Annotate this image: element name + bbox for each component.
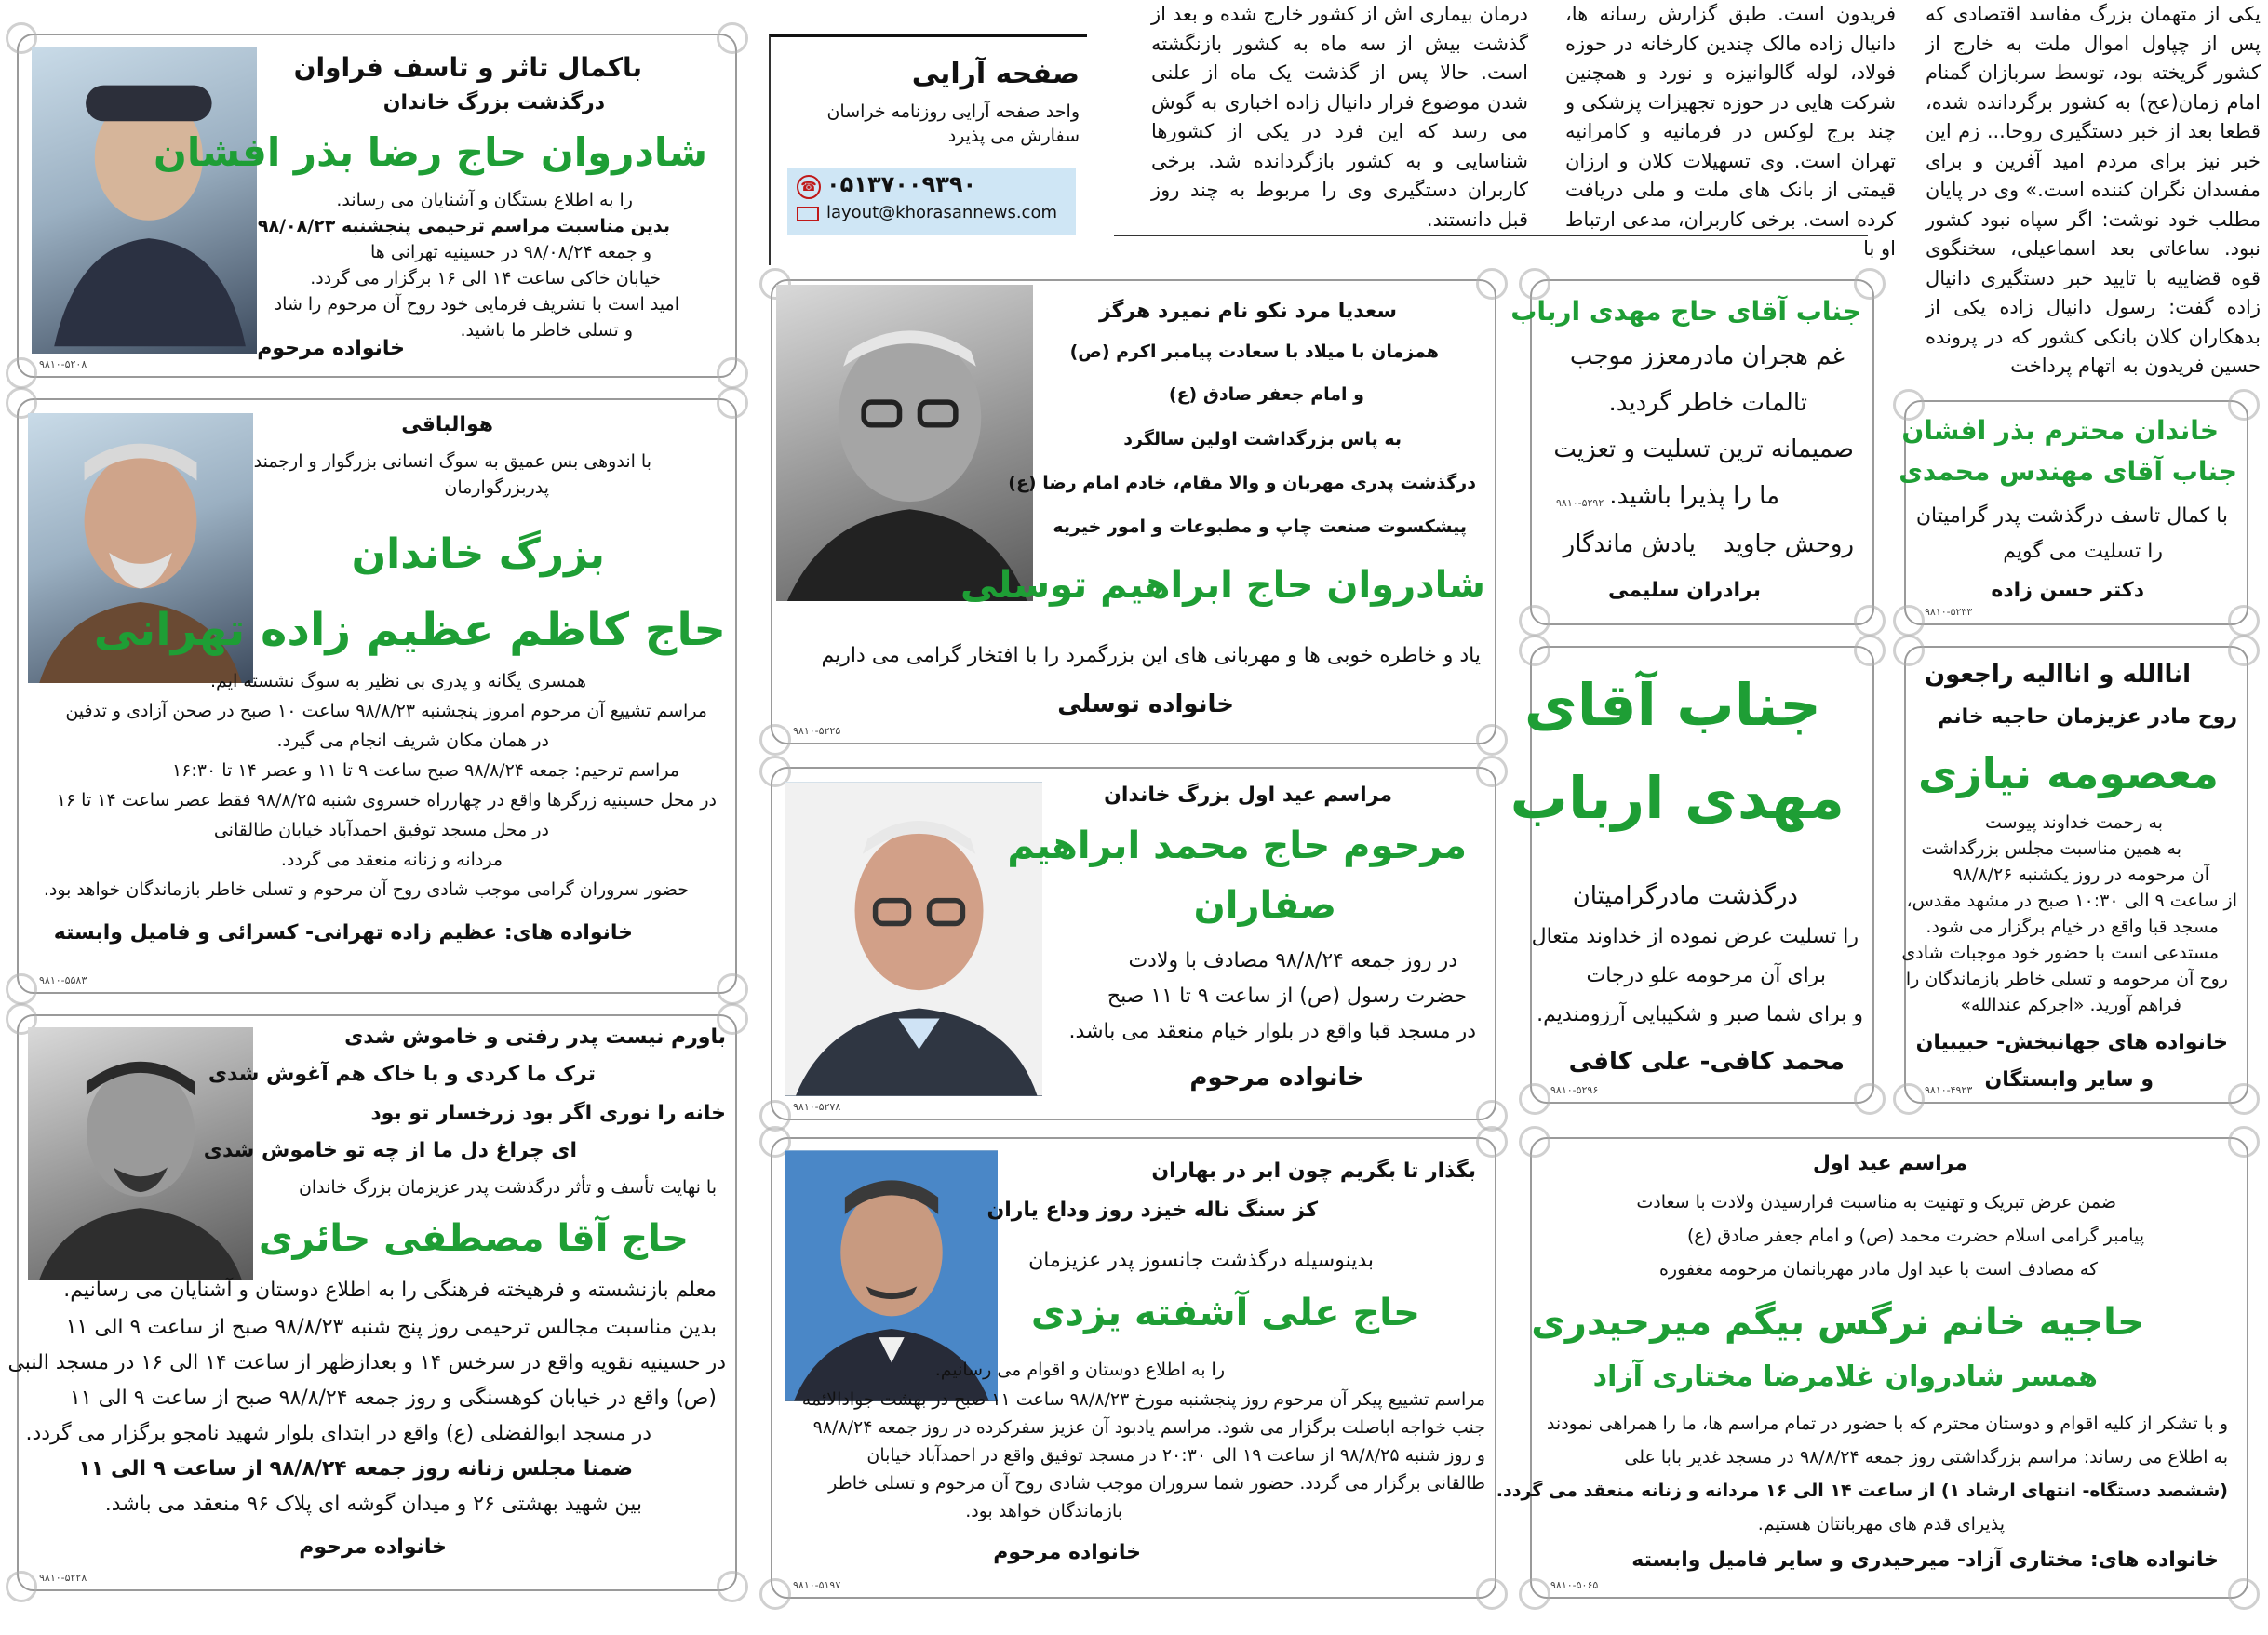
layout-service-title: صفحه آرایی — [911, 58, 1080, 90]
ad2-title: بزرگ خاندان — [351, 530, 605, 578]
ad3-signature: خانواده مرحوم — [299, 1535, 447, 1559]
condolence-hassanzadeh — [1899, 400, 2248, 625]
ad4-line8: یاد و خاطره خوبی ها و مهربانی های این بزرگمرد را با افتخار گرامی می داریم — [821, 644, 1481, 667]
ad11-line8: به اطلاع می رساند: مراسم بزرگداشتی روز جمعه ۹۸/۸/۲۴ در مسجد غدیر بابا علی — [1624, 1447, 2228, 1467]
ad3-line12: ضمنا مجلس زنانه روز جمعه ۹۸/۸/۲۴ از ساعت ۹ الی ۱۱ — [78, 1457, 633, 1481]
ad6-name: حاج علی آشفته یزدی — [1030, 1292, 1420, 1334]
obituary-azim-zadeh — [17, 398, 737, 994]
ad5-name-line1: مرحوم حاج محمد ابراهیم — [1007, 824, 1467, 867]
ad8-code: ۹۸۱۰-۵۲۳۳ — [1925, 606, 1973, 618]
ad7-line5: ما را پذیرا باشید. — [1609, 482, 1779, 510]
ad3-code: ۹۸۱۰-۵۲۲۸ — [39, 1572, 87, 1584]
ad7-line6: روحش جاوید — [1723, 530, 1854, 558]
ad3-line1: باورم نیست پدر رفتی و خاموش شدی — [344, 1025, 726, 1049]
ad10-signature-line2: و سایر وابستگان — [1984, 1068, 2154, 1092]
ad3-line5: با نهایت تأسف و تأثر درگذشت پدر عزیزمان بزرگ خاندان — [298, 1177, 717, 1198]
ad5-code: ۹۸۱۰-۵۲۷۸ — [793, 1101, 841, 1113]
ad6-line3: بدینوسیله درگذشت جانسوز پدر عزیزمان — [1028, 1249, 1374, 1272]
ad1-line7: خیابان خاکی ساعت ۱۴ الی ۱۶ برگزار می گردد. — [310, 268, 661, 288]
obituary-niazi — [1901, 646, 2248, 1104]
ad6-line2: کز سنگ ناله خیزد روز وداع یاران — [986, 1199, 1318, 1222]
ad4-line5: درگذشت پدری مهربان و والا مقام، خادم امام رضا (ع) — [1008, 473, 1476, 493]
ad7-line4: صمیمانه ترین تسلیت و تعزیت — [1553, 436, 1854, 463]
ad9-title-line1: جناب آقای — [1523, 671, 1821, 739]
ad6-line8: و روز شنبه ۹۸/۸/۲۵ از ساعت ۱۹ الی ۲۰:۳۰ در مسجد توفیق واقع در احمدآباد خیابان — [866, 1445, 1485, 1466]
ad2-line11: در محل مسجد توفیق احمدآباد خیابان طالقانی — [213, 820, 549, 840]
ad10-line5: به همین مناسبت مجلس بزرگداشت — [1921, 838, 2181, 859]
ad1-name: شادروان حاج رضا بذر افشان — [154, 129, 707, 175]
ad8-line2: جناب آقای مهندس محمدی — [1899, 456, 2237, 487]
news-column-3: درمان بیماری اش از کشور خارج شده و بعد از گذشت بیش از سه ماه به کشور بازنگشته است. حالا پس از گذشت یک ماه از علنی شدن موضوع فرار دانیال زاده اخباری به گوش می رسد که این فرد در یکی از کشورها شناسایی و به کشور بازگردانده شد. برخی کاربران دستگیری وی را مربوط به چند روز قبل دانستند. — [1151, 3, 1528, 231]
news-column-1: یکی از متهمان بزرگ مفاسد اقتصادی که پس از چپاول اموال ملت به خارج از کشور گریخته بود، توسط سربازان گمنام امام زمان(عج) به کشور برگردانده شده، قطعا بعد از خبر دستگیری روحا... زم این خبر نیز برای مردم امید آفرین و برای مفسدان نگران کننده است.» وی در پایان مطلب خود نوشت: اگر سپاه نبود کشور نبود. ساعاتی بعد اسماعیلی، سخنگوی قوه قضاییه با تایید خبر دستگیری دانیال زاده گفت: رسول دانیال زاده یکی از بدهکاران کلان بانکی کشور که در پرونده حسین فریدون به اتهام پرداخت — [1926, 3, 2261, 377]
ad6-line7: جنب خواجه اباصلت برگزار می شود. مراسم یادبود آن عزیز سفرکرده در روز جمعه ۹۸/۸/۲۴ — [812, 1417, 1485, 1438]
ad9-line6: و برای شما صبر و شکیبایی آرزومندیم. — [1537, 1003, 1863, 1026]
ad11-signature: خانواده های: مختاری آزاد- میرحیدری و سایر فامیل وابسته — [1631, 1548, 2219, 1572]
ad9-code: ۹۸۱۰-۵۲۹۶ — [1550, 1084, 1599, 1096]
ad9-title-line2: مهدی ارباب — [1510, 764, 1845, 832]
ad7-code: ۹۸۱۰-۵۲۹۲ — [1556, 497, 1604, 509]
ad10-line1: اناالله و اناالیه راجعون — [1924, 661, 2191, 689]
ad4-line2: همزمان با میلاد با سعادت پیامبر اکرم (ص) — [1069, 342, 1439, 362]
ad6-signature: خانواده مرحوم — [993, 1541, 1141, 1564]
ad4-name: شادروان حاج ابراهیم توسلی — [960, 564, 1485, 607]
ad2-line1: هوالباقی — [401, 413, 493, 436]
ad3-line4: ای چراغ دل ما از چه تو خاموش شدی — [203, 1139, 577, 1162]
ad10-signature-line1: خانواده های جهانبخش- حبیبیان — [1915, 1031, 2228, 1054]
ad11-code: ۹۸۱۰-۵۰۶۵ — [1550, 1579, 1599, 1591]
ad4-line4: به پاس بزرگداشت اولین سالگرد — [1123, 429, 1402, 449]
ad11-line4: که مصادف است با عید اول مادر مهربانمان مرحومه مغفوره — [1658, 1259, 2098, 1280]
ad1-line1: باکمال تاثر و تاسف فراوان — [293, 52, 642, 83]
ad1-line9: و تسلی خاطر ما باشید. — [460, 320, 633, 341]
ad3-line7: معلم بازنشسته و فرهیخته فرهنگی را به اطلاع دوستان و آشنایان می رسانیم. — [63, 1279, 717, 1302]
ad8-line4: را تسلیت می گویم — [2003, 540, 2163, 563]
ad10-code: ۹۸۱۰-۴۹۲۳ — [1925, 1084, 1973, 1096]
ad5-signature: خانواده مرحوم — [1189, 1064, 1364, 1092]
ad2-line7: مراسم تشییع آن مرحوم امروز پنجشنبه ۹۸/۸/۲۳ ساعت ۱۰ صبح در صحن آزادی و تدفین — [65, 701, 707, 721]
ad1-line8: امید است با تشریف فرمایی خود روح آن مرحوم را شاد — [274, 294, 679, 315]
ad10-line6: آن مرحومه در روز یکشنبه ۹۸/۸/۲۶ — [1953, 864, 2209, 885]
ad11-line9: (ششصد دستگاه- انتهای ارشاد ۱) از ساعت ۱۴ الی ۱۶ مردانه و زنانه منعقد می گردد. — [1496, 1481, 2228, 1501]
ad11-line2: ضمن عرض تبریک و تهنیت به مناسبت فرارسیدن ولادت با سعادت — [1636, 1192, 2116, 1213]
layout-service-line2: سفارش می پذیرد — [947, 126, 1080, 146]
ad10-line10: روح آن مرحومه و تسلی خاطر بازماندگان را — [1905, 969, 2228, 989]
ad9-signature: محمد کافی- علی کافی — [1568, 1048, 1845, 1076]
ad6-line9: طالقانی برگزار می گردد. حضور شما سروران موجب شادی روح آن مرحوم و تسلی خاطر — [828, 1473, 1485, 1494]
ad6-line6: مراسم تشییع پیکر آن مرحوم روز پنجشنبه مورخ ۹۸/۸/۲۳ ساعت ۱۱ صبح در بهشت جوادالائمه — [801, 1389, 1485, 1410]
ad1-code: ۹۸۱۰-۵۲۰۸ — [39, 358, 87, 370]
ad1-line4: را به اطلاع بستگان و آشنایان می رساند. — [336, 190, 633, 210]
ad4-line6: پیشکسوت صنعت چاپ و مطبوعات و امور خیریه — [1053, 516, 1467, 537]
memorial-mirheydari — [1496, 1137, 2248, 1599]
ad2-line9: مراسم ترحیم: جمعه ۹۸/۸/۲۴ صبح ساعت ۹ تا ۱۱ و عصر ۱۴ تا ۱۶:۳۰ — [172, 760, 679, 781]
ad10-line9: مستدعی است با حضور خود موجبات شادی — [1901, 943, 2219, 963]
ad11-line6: همسر شادروان غلامرضا مختاری آزاد — [1592, 1360, 2098, 1393]
ad3-line3: خانه را نوری اگر بود زرخسار تو بود — [370, 1102, 726, 1125]
ad3-line10: (ص) واقع در خیابان کوهسنگی و روز جمعه ۹۸/۸/۲۴ صبح از ساعت ۹ الی ۱۱ — [69, 1387, 717, 1410]
ad1-signature: خانواده مرحوم — [257, 337, 405, 360]
ad9-line3: درگذشت مادرگرامیتان — [1572, 882, 1798, 910]
ad1-line2: درگذشت بزرگ خاندان — [382, 91, 605, 114]
ad8-line1: خاندان محترم بذر افشان — [1901, 415, 2219, 446]
news-column-2: فریدون است. طبق گزارش رسانه ها، دانیال زاده مالک چندین کارخانه در حوزه فولاد، لوله گالوانیزه و نورد و همچنین شرکت هایی در حوزه تجهیزات پزشکی و چند برج لوکس در فرمانیه و کامرانیه تهران است. وی تسهیلات کلان و ارزان قیمتی از بانک های ملت و ملی دریافت کرده است. برخی کاربران، مدعی ارتباط او با — [1565, 3, 1896, 260]
ad2-code: ۹۸۱۰-۵۵۸۳ — [39, 974, 87, 986]
ad9-line4: را تسلیت عرض نموده از خداوند متعال — [1531, 925, 1859, 948]
ad6-line10: بازماندگان خواهد بود. — [965, 1501, 1122, 1521]
ad3-line9: در حسینیه نقویه واقع در سرخس ۱۴ و بعدازظهر از ساعت ۱۴ الی ۱۶ در مسجد النبی — [7, 1351, 726, 1374]
ad7-signature: برادران سلیمی — [1607, 579, 1761, 602]
ad11-name: حاجیه خانم نرگس بیگم میرحیدری — [1531, 1301, 2144, 1344]
ad10-line8: مسجد قبا واقع در خیام برگزار می شود. — [1926, 917, 2219, 937]
condolence-kafi — [1510, 646, 1874, 1104]
ad1-line5: بدین مناسبت مراسم ترحیمی پنجشنبه ۹۸/۰۸/۲۳ — [257, 216, 670, 236]
ad4-line3: و امام جعفر صادق (ع) — [1168, 384, 1364, 405]
layout-service-line1: واحد صفحه آرایی روزنامه خراسان — [826, 101, 1080, 122]
ad8-signature: دکتر حسن زاده — [1991, 579, 2144, 602]
ad4-signature: خانواده توسلی — [1057, 690, 1234, 718]
ad5-line6: در مسجد قبا واقع در بلوار خیام منعقد می باشد. — [1068, 1020, 1476, 1043]
ad6-line5: را به اطلاع دوستان و اقوام می رسانیم. — [934, 1360, 1225, 1380]
ad6-code: ۹۸۱۰-۵۱۹۷ — [793, 1579, 841, 1591]
obituary-ashofteh-yazdi — [771, 1137, 1496, 1599]
ad5-name-line2: صفاران — [1193, 884, 1336, 927]
ad1-line6: و جمعه ۹۸/۰۸/۲۴ در حسینیه تهرانی ها — [369, 242, 651, 262]
obituary-safaran — [771, 767, 1496, 1120]
phone-icon: ☎ — [797, 175, 821, 199]
ad3-line13: بین شهید بهشتی ۲۶ و میدان گوشه ای پلاک ۹۶ منعقد می باشد. — [104, 1493, 642, 1516]
ad6-line1: بگذار تا بگریم چون ابر در بهاران — [1151, 1159, 1476, 1183]
ad10-line11: فراهم آورید. «اجرکم عندالله» — [1960, 995, 2181, 1015]
ad3-name: حاج آقا مصطفی حائری — [258, 1217, 689, 1260]
ad10-line7: از ساعت ۹ الی ۱۰:۳۰ صبح در مشهد مقدس، — [1906, 891, 2237, 911]
contact-panel — [787, 168, 1076, 235]
portrait-photo — [32, 47, 257, 354]
ad10-line4: به رحمت خداوند پیوست — [1984, 812, 2163, 833]
ad2-line10: در محل حسینیه زرگرها واقع در چهارراه خسروی شنبه ۹۸/۸/۲۵ فقط عصر ساعت ۱۴ تا ۱۶ — [56, 790, 717, 811]
ad7-title: جناب آقای حاج مهدی ارباب — [1510, 296, 1861, 327]
ad10-line2: روح مادر عزیزمان حاجیه خانم — [1938, 705, 2237, 729]
ad8-line3: با کمال تاسف درگذشت پدر گرامیتان — [1915, 504, 2228, 528]
ad7-line7: یادش ماندگار — [1563, 530, 1696, 558]
ad5-line4: در روز جمعه ۹۸/۸/۲۴ مصادف با ولادت — [1128, 949, 1457, 972]
ad2-line12: مردانه و زنانه منعقد می گردد. — [280, 850, 503, 870]
ad3-line2: ترک ما کردی و با خاک هم آغوش شدی — [208, 1063, 596, 1086]
obituary-haeri — [7, 1014, 737, 1591]
mail-icon — [797, 207, 819, 221]
ad5-line5: حضرت رسول (ص) از ساعت ۹ تا ۱۱ صبح — [1107, 985, 1467, 1008]
ad11-line10: پذیرای قدم های مهربانتان هستیم. — [1757, 1514, 2005, 1534]
ad4-code: ۹۸۱۰-۵۲۲۵ — [793, 725, 841, 737]
news-divider — [1114, 235, 1868, 236]
ad5-line1: مراسم عید اول بزرگ خاندان — [1104, 784, 1392, 807]
ad2-name: حاج کاظم عظیم زاده تهرانی — [93, 604, 726, 656]
ad2-line3: پدربزرگوارمان — [444, 477, 549, 498]
ad9-line5: برای آن مرحومه علو درجات — [1586, 964, 1826, 987]
ad2-line2: با اندوهی بس عمیق به سوگ انسانی بزرگوار و ارجمند — [253, 451, 651, 472]
ad4-line1: سعدیا مرد نکو نام نمیرد هرگز — [1098, 300, 1397, 323]
portrait-photo — [776, 285, 1033, 601]
condolence-salimi — [1510, 279, 1874, 625]
ad2-signature: خانواده های: عظیم زاده تهرانی- کسرائی و فامیل وابسته — [53, 921, 633, 945]
obituary-bazr-afshan — [17, 34, 737, 378]
layout-service-box — [769, 34, 1087, 265]
ad7-line2: غم هجران مادرمعزز موجب — [1569, 342, 1845, 370]
ad2-line13: حضور سروران گرامی موجب شادی روح آن مرحوم و تسلی خاطر بازماندگان خواهد بود. — [43, 879, 689, 900]
ad3-line11: در مسجد ابوالفضلی (ع) واقع در ابتدای بلوار شهید نامجو برگزار می گردد. — [25, 1422, 651, 1445]
obituary-tavasoli — [771, 279, 1496, 744]
ad2-line8: در همان مکان شریف انجام می گیرد. — [276, 730, 549, 751]
contact-email[interactable]: layout@khorasannews.com — [826, 203, 1058, 222]
ad11-line7: و با تشکر از کلیه اقوام و دوستان محترم که با حضور در تمام مراسم ها، ما را همراهی نمودند — [1546, 1414, 2228, 1434]
ad3-line8: بدین مناسبت مجالس ترحیمی روز پنج شنبه ۹۸/۸/۲۳ صبح از ساعت ۹ الی ۱۱ — [65, 1316, 717, 1339]
portrait-photo — [785, 782, 1042, 1096]
ad10-name: معصومه نیازی — [1918, 748, 2219, 798]
ad2-line6: همسری یگانه و پدری بی نظیر به سوگ نشسته ایم. — [210, 671, 586, 691]
ad11-line1: مراسم عید اول — [1812, 1152, 1967, 1175]
ad7-line3: تالمات خاطر گردید. — [1608, 389, 1807, 417]
ad11-line3: پیامبر گرامی اسلام حضرت محمد (ص) و امام جعفر صادق (ع) — [1687, 1226, 2144, 1246]
contact-phone[interactable]: ۰۵۱۳۷۰۰۹۳۹۰ — [826, 171, 977, 197]
